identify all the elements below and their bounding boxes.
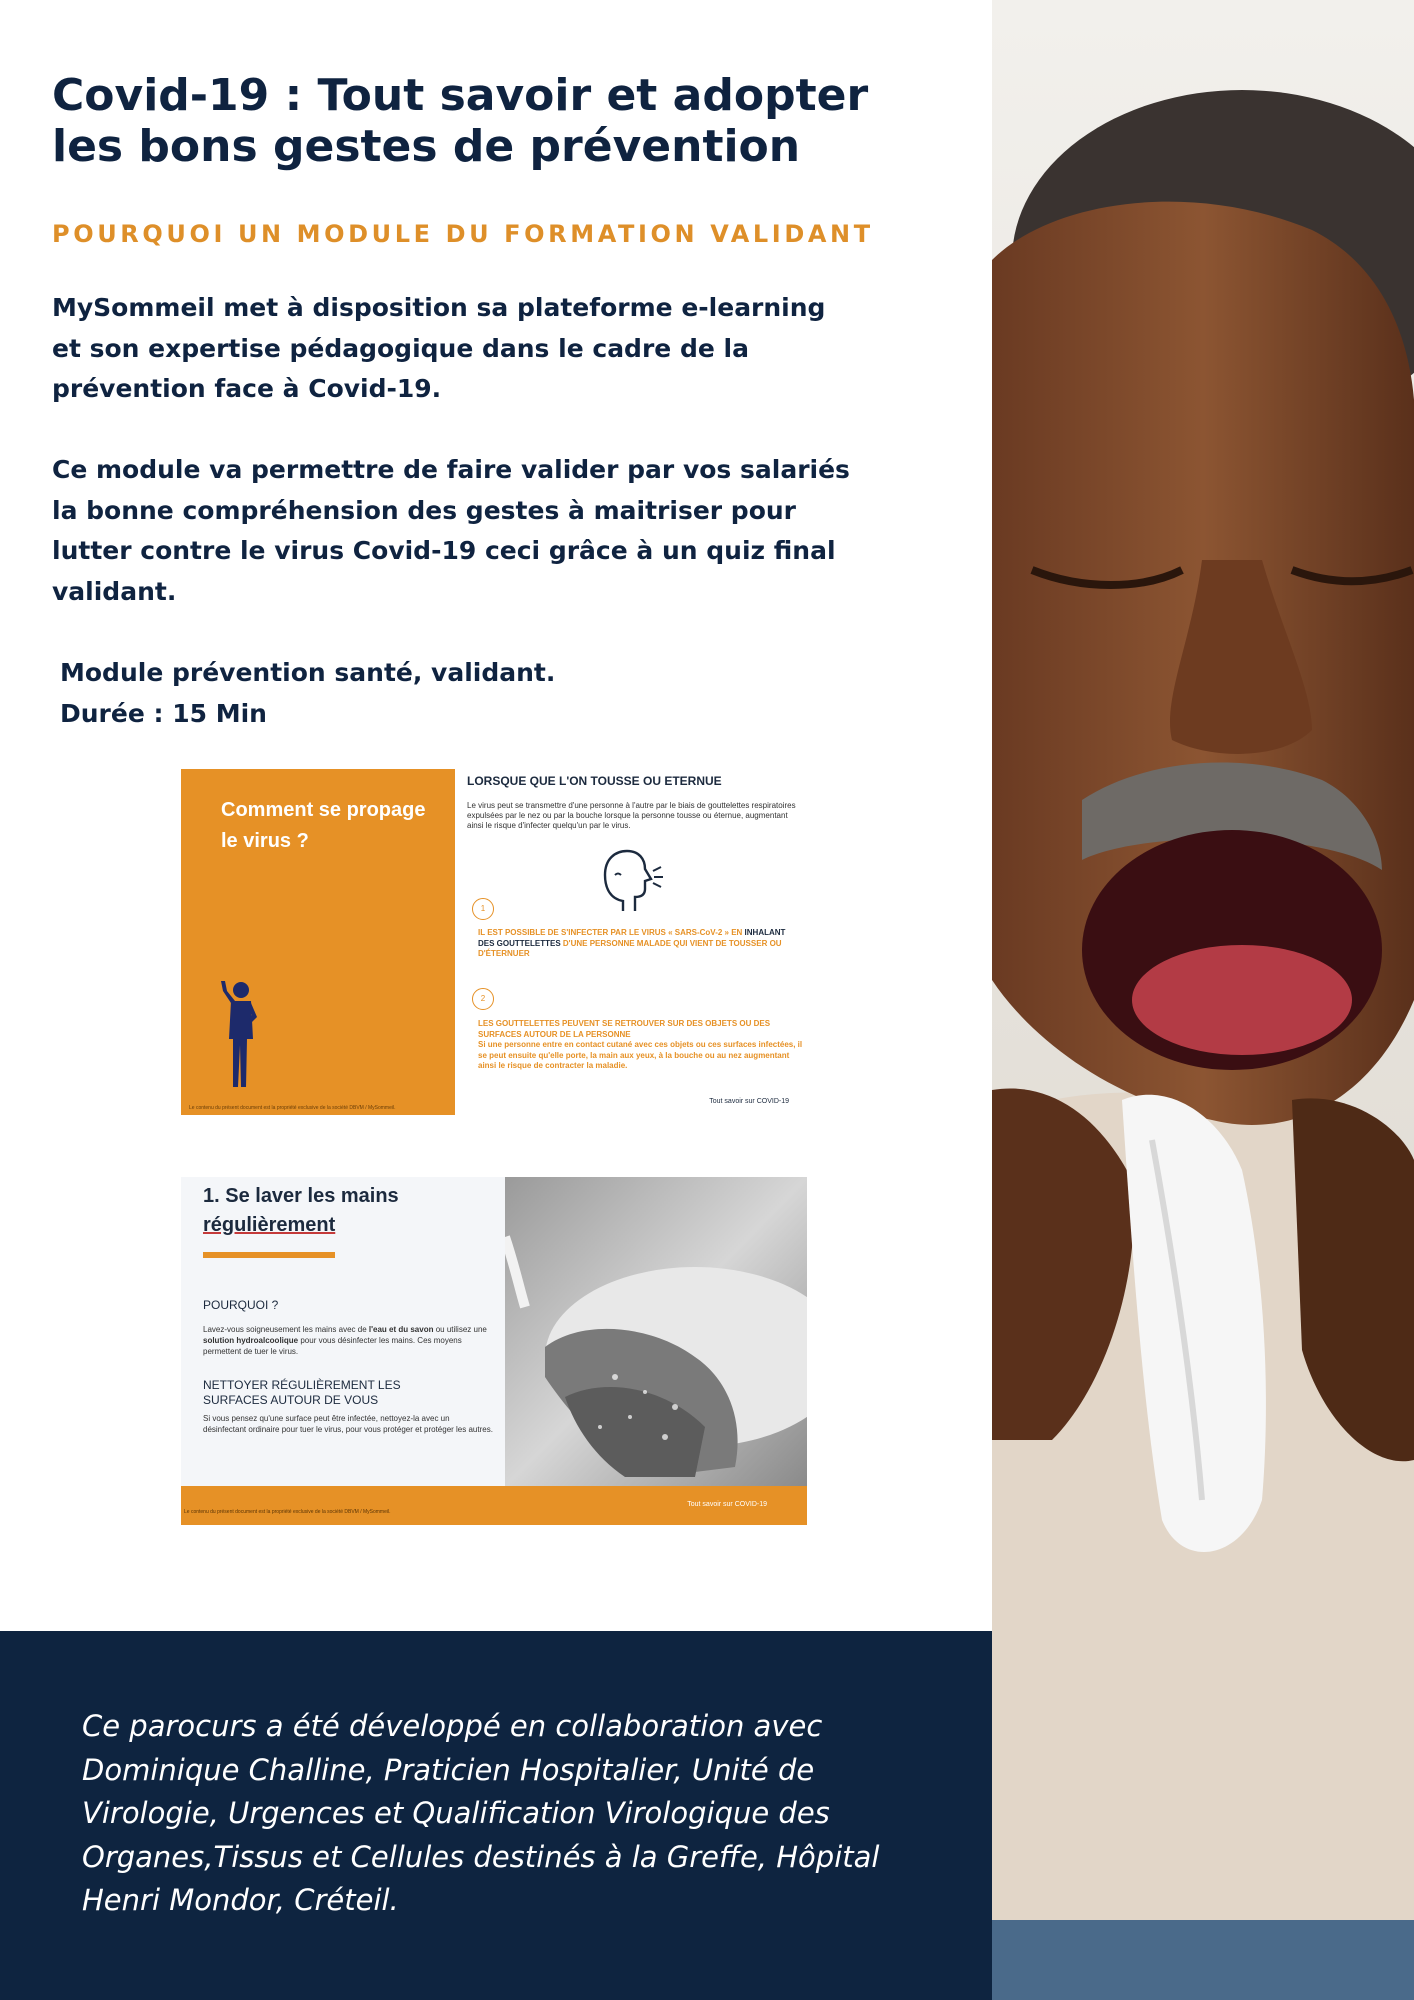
pointing-person-icon [217, 979, 267, 1091]
step-1-text [478, 928, 798, 960]
why-heading: POURQUOI ? [203, 1298, 279, 1312]
slide-footer: Le contenu du présent document est la propriété exclusive de la société DBVM / MySommeil. [184, 1509, 391, 1515]
slide-brand: Tout savoir sur COVID-19 [687, 1501, 767, 1508]
step-2-text: Si une personne entre en contact cutané avec ces objets ou ces surfaces infectées, il se peut ensuite qu'elle porte, la main aux yeux, à la bouche ou au nez augmentant ainsi le risque de contracter la maladie. [478, 1040, 803, 1070]
step-2-title: LES GOUTTELETTES PEUVENT SE RETROUVER SUR DES OBJETS OU DES SURFACES AUTOUR DE LA PERSONNE [478, 1019, 771, 1039]
why-text-a: Lavez-vous soigneusement les mains avec de [203, 1325, 369, 1334]
slide-orange-panel [181, 769, 455, 1115]
slide-propagation [181, 769, 811, 1115]
sneezing-man-photo [992, 0, 1414, 2000]
why-text-b: l'eau et du savon [368, 1325, 434, 1334]
slide-footer: Le contenu du présent document est la propriété exclusive de la société DBVM / MySommeil. [189, 1105, 396, 1111]
step-1-text-c: D'UNE PERSONNE MALADE QUI VIENT DE TOUSSER OU D'ÉTERNUER [478, 938, 782, 958]
section-subtitle: POURQUOI UN MODULE DU FORMATION VALIDANT [52, 220, 874, 248]
slide-intro: Le virus peut se transmettre d'une personne à l'autre par le biais de gouttelettes respiratoires expulsées par le nez ou par la bouche lorsque la personne tousse ou éternue, augmentant ainsi le risque d'infecter quelqu'un par le virus. [467, 801, 796, 830]
slide-handwashing [181, 1177, 807, 1525]
step-number-2: 2 [472, 988, 494, 1010]
step-number-1: 1 [472, 898, 494, 920]
slide-heading: Comment se propage le virus ? [221, 799, 426, 852]
why-text-e: pour vous désinfecter les mains. Ces moyens permettent de tuer le virus. [203, 1336, 462, 1356]
title-underline-bar [203, 1252, 335, 1258]
step-1-text-b: INHALANT DES GOUTTELETTES [478, 928, 786, 948]
surfaces-heading: NETTOYER RÉGULIÈREMENT LES SURFACES AUTOUR DE VOUS [203, 1378, 401, 1407]
surfaces-text: Si vous pensez qu'une surface peut être infectée, nettoyez-la avec un désinfectant ordinaire pour tuer le virus, pour vous protéger et protéger les autres. [203, 1414, 493, 1434]
handwashing-photo [505, 1177, 807, 1487]
module-summary: Module prévention santé, validant. [60, 658, 556, 687]
why-text-d: solution hydroalcoolique [203, 1336, 299, 1345]
why-text [203, 1324, 493, 1357]
slide-section-title: LORSQUE QUE L'ON TOUSSE OU ETERNUE [467, 774, 722, 788]
module-paragraph: Ce module va permettre de faire valider par vos salariés la bonne compréhension des gestes à maitriser pour lutter contre le virus Covid-19 ceci grâce à un quiz final validant. [52, 455, 850, 606]
module-duration: Durée : 15 Min [60, 699, 267, 728]
slide-footer-bar [181, 1486, 807, 1525]
slide-title-line2: régulièrement [203, 1214, 336, 1236]
step-1-text-a: IL EST POSSIBLE DE S'INFECTER PAR LE VIRUS « SARS-CoV-2 » EN [478, 928, 745, 937]
intro-paragraph: MySommeil met à disposition sa plateforme e-learning et son expertise pédagogique dans le cadre de la prévention face à Covid-19. [52, 293, 826, 403]
slide-brand: Tout savoir sur COVID-19 [709, 1098, 789, 1105]
why-text-c: ou utilisez une [433, 1325, 487, 1334]
slide-title-line1: 1. Se laver les mains [203, 1185, 399, 1207]
page-title: Covid-19 : Tout savoir et adopter les bons gestes de prévention [52, 70, 869, 172]
credit-text: Ce parocurs a été développé en collaboration avec Dominique Challine, Praticien Hospitalier, Unité de Virologie, Urgences et Qualification Virologique des Organes,Tissus et Cellules destinés à la Greffe, Hôpital Henri Mondor, Créteil. [82, 1709, 880, 1917]
head-profile-sneeze-icon [593, 845, 665, 917]
